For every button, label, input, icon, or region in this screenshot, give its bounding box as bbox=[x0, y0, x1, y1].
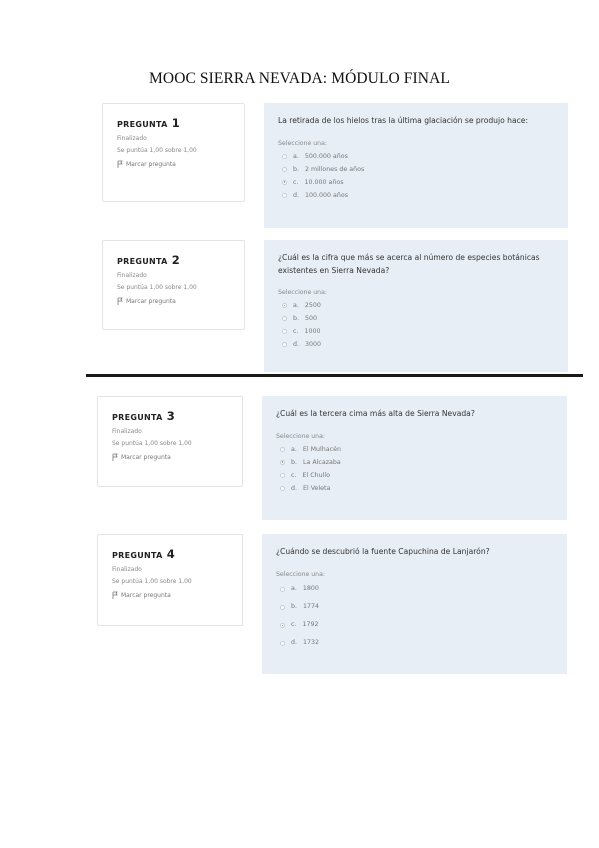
option-text: 500 bbox=[305, 315, 318, 322]
option-text: El Mulhacén bbox=[302, 445, 341, 453]
option-text: 1800 bbox=[302, 585, 319, 593]
flag-question-label: Marcar pregunta bbox=[121, 453, 171, 461]
question-info-4 bbox=[97, 534, 243, 626]
option-letter: c. bbox=[291, 471, 297, 479]
question-word: PREGUNTA bbox=[112, 413, 163, 422]
answer-option[interactable] bbox=[278, 163, 554, 176]
answer-option[interactable] bbox=[278, 312, 554, 325]
question-text: ¿Cuándo se descubrió la fuente Capuchina de Lanjarón? bbox=[276, 547, 490, 556]
radio-button[interactable] bbox=[280, 447, 285, 452]
option-letter: b. bbox=[291, 603, 297, 611]
answer-option[interactable] bbox=[278, 299, 554, 312]
question-content-1 bbox=[264, 103, 568, 228]
flag-question-label: Marcar pregunta bbox=[121, 591, 171, 599]
question-state: Finalizado bbox=[117, 272, 147, 279]
select-one-prompt: Seleccione una: bbox=[276, 432, 325, 440]
answer-option[interactable] bbox=[278, 150, 554, 163]
option-letter: a. bbox=[291, 445, 297, 453]
flag-question-link[interactable] bbox=[117, 297, 232, 305]
answer-option[interactable] bbox=[276, 456, 553, 469]
flag-icon bbox=[112, 453, 118, 461]
radio-button[interactable] bbox=[280, 460, 285, 465]
option-letter: d. bbox=[291, 639, 297, 647]
flag-question-link[interactable] bbox=[112, 453, 230, 461]
flag-question-label: Marcar pregunta bbox=[126, 297, 176, 305]
radio-button[interactable] bbox=[282, 154, 287, 159]
option-text: 1000 bbox=[304, 328, 321, 335]
answer-option[interactable] bbox=[278, 189, 554, 202]
select-one-prompt: Seleccione una: bbox=[276, 570, 325, 578]
radio-button[interactable] bbox=[280, 587, 285, 592]
option-text: El Chullo bbox=[302, 471, 330, 479]
answer-option[interactable] bbox=[276, 581, 553, 599]
answer-option[interactable] bbox=[278, 325, 554, 338]
answer-options bbox=[276, 581, 553, 653]
question-heading bbox=[117, 253, 232, 267]
option-text: 3000 bbox=[305, 341, 322, 348]
answer-option[interactable] bbox=[276, 443, 553, 456]
question-content-3 bbox=[262, 396, 567, 520]
question-score: Se puntúa 1,00 sobre 1,00 bbox=[112, 440, 192, 447]
question-score: Se puntúa 1,00 sobre 1,00 bbox=[112, 578, 192, 585]
option-text: 1774 bbox=[303, 603, 320, 611]
radio-button[interactable] bbox=[282, 193, 287, 198]
flag-icon bbox=[112, 591, 118, 599]
radio-button[interactable] bbox=[282, 180, 287, 185]
question-text: La retirada de los hielos tras la última glaciación se produjo hace: bbox=[278, 116, 529, 125]
question-info-2 bbox=[102, 240, 245, 330]
option-text: 10.000 años bbox=[304, 178, 344, 186]
question-text: ¿Cuál es la tercera cima más alta de Sierra Nevada? bbox=[276, 409, 475, 418]
question-word: PREGUNTA bbox=[112, 551, 163, 560]
answer-option[interactable] bbox=[276, 635, 553, 653]
select-one-prompt: Seleccione una: bbox=[278, 139, 327, 147]
answer-options bbox=[276, 443, 553, 495]
flag-icon bbox=[117, 160, 123, 168]
option-letter: d. bbox=[293, 191, 299, 199]
flag-question-label: Marcar pregunta bbox=[126, 160, 176, 168]
document-title: MOOC SIERRA NEVADA: MÓDULO FINAL bbox=[149, 70, 450, 87]
option-letter: b. bbox=[293, 315, 299, 322]
question-score: Se puntúa 1,00 sobre 1,00 bbox=[117, 284, 197, 291]
option-letter: b. bbox=[291, 458, 297, 466]
option-text: La Alcazaba bbox=[303, 458, 341, 466]
question-heading bbox=[117, 116, 232, 130]
option-text: 1792 bbox=[302, 621, 319, 629]
question-content-4 bbox=[262, 534, 567, 674]
answer-options bbox=[278, 150, 554, 202]
flag-question-link[interactable] bbox=[117, 160, 232, 168]
answer-option[interactable] bbox=[278, 338, 554, 351]
radio-button[interactable] bbox=[280, 486, 285, 491]
question-heading bbox=[112, 409, 230, 423]
flag-question-link[interactable] bbox=[112, 591, 230, 599]
radio-button[interactable] bbox=[280, 605, 285, 610]
radio-button[interactable] bbox=[282, 167, 287, 172]
radio-button[interactable] bbox=[280, 623, 285, 628]
option-text: 500.000 años bbox=[304, 152, 348, 160]
page-divider bbox=[86, 374, 583, 377]
question-text: ¿Cuál es la cifra que más se acerca al número de especies botánicas existentes en Sierra Nevada? bbox=[278, 253, 540, 275]
question-info-1 bbox=[102, 103, 245, 202]
question-info-3 bbox=[97, 396, 243, 487]
option-letter: b. bbox=[293, 165, 299, 173]
radio-button[interactable] bbox=[280, 641, 285, 646]
option-letter: d. bbox=[293, 341, 299, 348]
question-word: PREGUNTA bbox=[117, 120, 168, 129]
question-state: Finalizado bbox=[117, 135, 147, 142]
select-one-prompt: Seleccione una: bbox=[278, 289, 327, 296]
radio-button[interactable] bbox=[282, 329, 287, 334]
option-text: El Veleta bbox=[303, 484, 331, 492]
option-letter: c. bbox=[293, 178, 299, 186]
option-letter: a. bbox=[291, 585, 297, 593]
question-heading bbox=[112, 547, 230, 561]
option-text: 2500 bbox=[304, 302, 321, 309]
question-number: 4 bbox=[166, 547, 176, 561]
flag-icon bbox=[117, 297, 123, 305]
option-letter: a. bbox=[293, 152, 299, 160]
option-letter: a. bbox=[293, 302, 299, 309]
radio-button[interactable] bbox=[282, 316, 287, 321]
option-letter: c. bbox=[291, 621, 297, 629]
option-letter: d. bbox=[291, 484, 297, 492]
radio-button[interactable] bbox=[280, 473, 285, 478]
question-content-2 bbox=[264, 240, 568, 372]
option-text: 100.000 años bbox=[305, 191, 349, 199]
question-number: 2 bbox=[171, 253, 181, 267]
option-text: 1732 bbox=[303, 639, 320, 647]
radio-button[interactable] bbox=[282, 303, 287, 308]
answer-options bbox=[278, 299, 554, 351]
question-state: Finalizado bbox=[112, 428, 142, 435]
option-text: 2 millones de años bbox=[305, 165, 365, 173]
option-letter: c. bbox=[293, 328, 299, 335]
answer-option[interactable] bbox=[276, 599, 553, 617]
question-score: Se puntúa 1,00 sobre 1,00 bbox=[117, 147, 197, 154]
question-number: 3 bbox=[166, 409, 176, 423]
question-state: Finalizado bbox=[112, 566, 142, 573]
answer-option[interactable] bbox=[276, 469, 553, 482]
question-number: 1 bbox=[171, 116, 181, 130]
answer-option[interactable] bbox=[276, 482, 553, 495]
question-word: PREGUNTA bbox=[117, 257, 168, 266]
answer-option[interactable] bbox=[278, 176, 554, 189]
radio-button[interactable] bbox=[282, 342, 287, 347]
answer-option[interactable] bbox=[276, 617, 553, 635]
